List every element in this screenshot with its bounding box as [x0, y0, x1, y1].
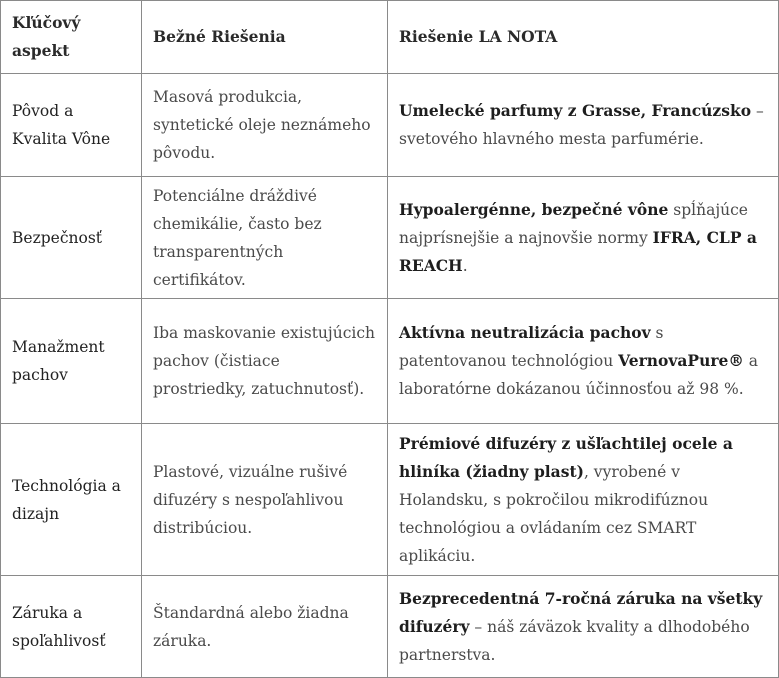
table-header-row [1, 1, 779, 74]
la-nota-text: a laboratórne dokázanou účinnosťou až 98 %. [399, 352, 759, 398]
aspect-cell: Technológia a dizajn [1, 424, 142, 576]
la-nota-highlight: Prémiové difuzéry z ušľachtilej ocele a hliníka (žiadny plast) [399, 433, 733, 481]
header-key-aspect: Kľúčový aspekt [1, 1, 142, 74]
la-nota-solution-cell [388, 576, 779, 678]
table-row [1, 177, 779, 299]
la-nota-highlight: Aktívna neutralizácia pachov [399, 323, 651, 342]
la-nota-text: s patentovanou technológiou [399, 324, 664, 370]
la-nota-solution-cell [388, 424, 779, 576]
la-nota-highlight: Bezprecedentná 7-ročná záruka na všetky difuzéry [399, 588, 763, 636]
table-row [1, 299, 779, 424]
common-solution-cell: Plastové, vizuálne rušivé difuzéry s nespoľahlivou distribúciou. [142, 424, 388, 576]
la-nota-text: . [462, 256, 468, 275]
common-solution-cell: Potenciálne dráždivé chemikálie, často bez transparentných certifikátov. [142, 177, 388, 299]
aspect-cell: Pôvod a Kvalita Vône [1, 74, 142, 177]
la-nota-text: – svetového hlavného mesta parfumérie. [399, 102, 764, 148]
header-common-solutions: Bežné Riešenia [142, 1, 388, 74]
la-nota-text: , vyrobené v Holandsku, s pokročilou mikrodifúznou technológiou a ovládaním cez SMART aplikáciu. [399, 462, 709, 565]
common-solution-cell: Iba maskovanie existujúcich pachov (čistiace prostriedky, zatuchnutosť). [142, 299, 388, 424]
header-la-nota-solution: Riešenie LA NOTA [388, 1, 779, 74]
table-row [1, 424, 779, 576]
common-solution-cell: Štandardná alebo žiadna záruka. [142, 576, 388, 678]
la-nota-highlight: Umelecké parfumy z Grasse, Francúzsko [399, 101, 752, 120]
aspect-cell: Bezpečnosť [1, 177, 142, 299]
la-nota-highlight: Hypoalergénne, bezpečné vône [399, 199, 669, 219]
la-nota-highlight: VernovaPure® [618, 351, 744, 370]
la-nota-solution-cell [388, 299, 779, 424]
la-nota-solution-cell [388, 74, 779, 177]
la-nota-solution-cell [388, 177, 779, 299]
table-row [1, 576, 779, 678]
la-nota-text: – náš záväzok kvality a dlhodobého partnerstva. [399, 617, 750, 664]
la-nota-text: spĺňajúce najprísnejšie a najnovšie normy [399, 200, 748, 247]
aspect-cell: Manažment pachov [1, 299, 142, 424]
table-row [1, 74, 779, 177]
la-nota-highlight: IFRA, CLP a REACH [399, 227, 757, 275]
aspect-cell: Záruka a spoľahlivosť [1, 576, 142, 678]
common-solution-cell: Masová produkcia, syntetické oleje neznámeho pôvodu. [142, 74, 388, 177]
